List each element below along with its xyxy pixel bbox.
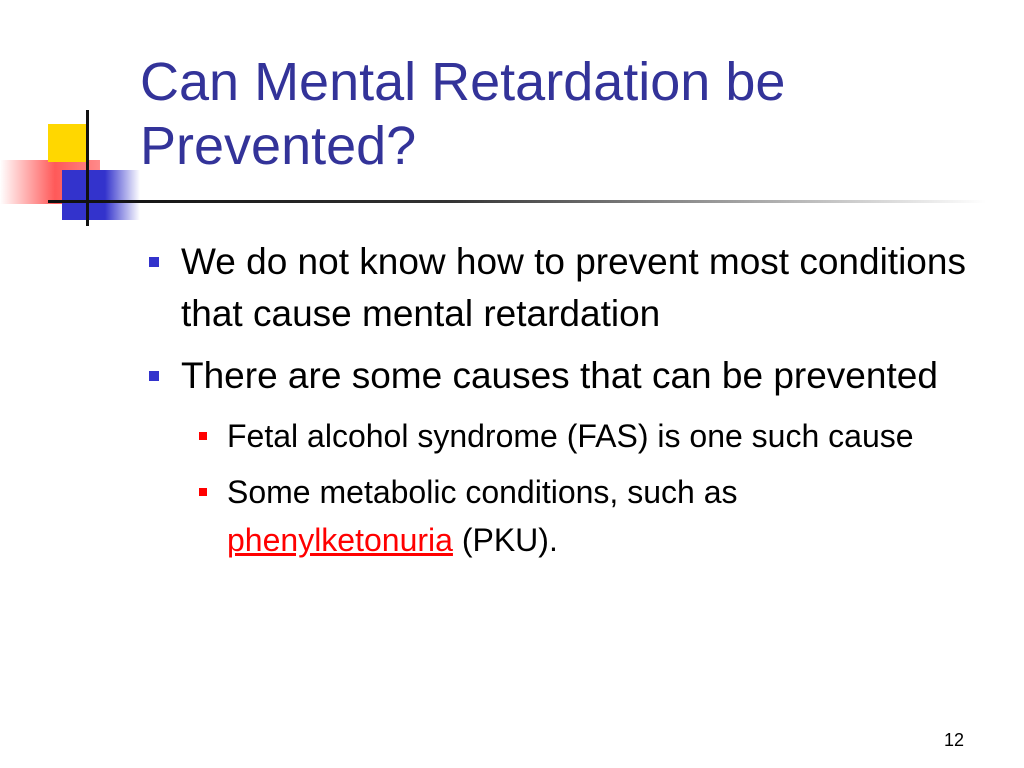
sub-bullet-item [195, 468, 1005, 564]
bullet-text: We do not know how to prevent most conditions that cause mental retardation [181, 241, 966, 334]
sub-bullet-text: Fetal alcohol syndrome (FAS) is one such cause [227, 418, 914, 454]
sub-bullet-text-before-link: Some metabolic conditions, such as [227, 474, 738, 510]
sub-bullet-text-after-link: (PKU). [461, 522, 558, 558]
sub-bullet-item [195, 412, 1005, 460]
decorative-yellow-square [48, 124, 86, 162]
red-square-bullet-icon [199, 488, 207, 496]
phenylketonuria-link[interactable]: phenylketonuria [227, 522, 453, 558]
slide-title: Can Mental Retardation be Prevented? [140, 52, 786, 176]
decorative-blue-square [62, 170, 140, 220]
red-square-bullet-icon [199, 432, 207, 440]
title-divider-line [86, 200, 986, 203]
square-bullet-icon [149, 371, 159, 381]
bullet-item [145, 350, 1005, 402]
decorative-vertical-line [86, 110, 89, 226]
slide-body [145, 236, 1005, 572]
slide-number: 12 [943, 730, 964, 750]
bullet-text: There are some causes that can be prevented [181, 355, 938, 396]
bullet-item [145, 236, 1005, 340]
square-bullet-icon [149, 257, 159, 267]
